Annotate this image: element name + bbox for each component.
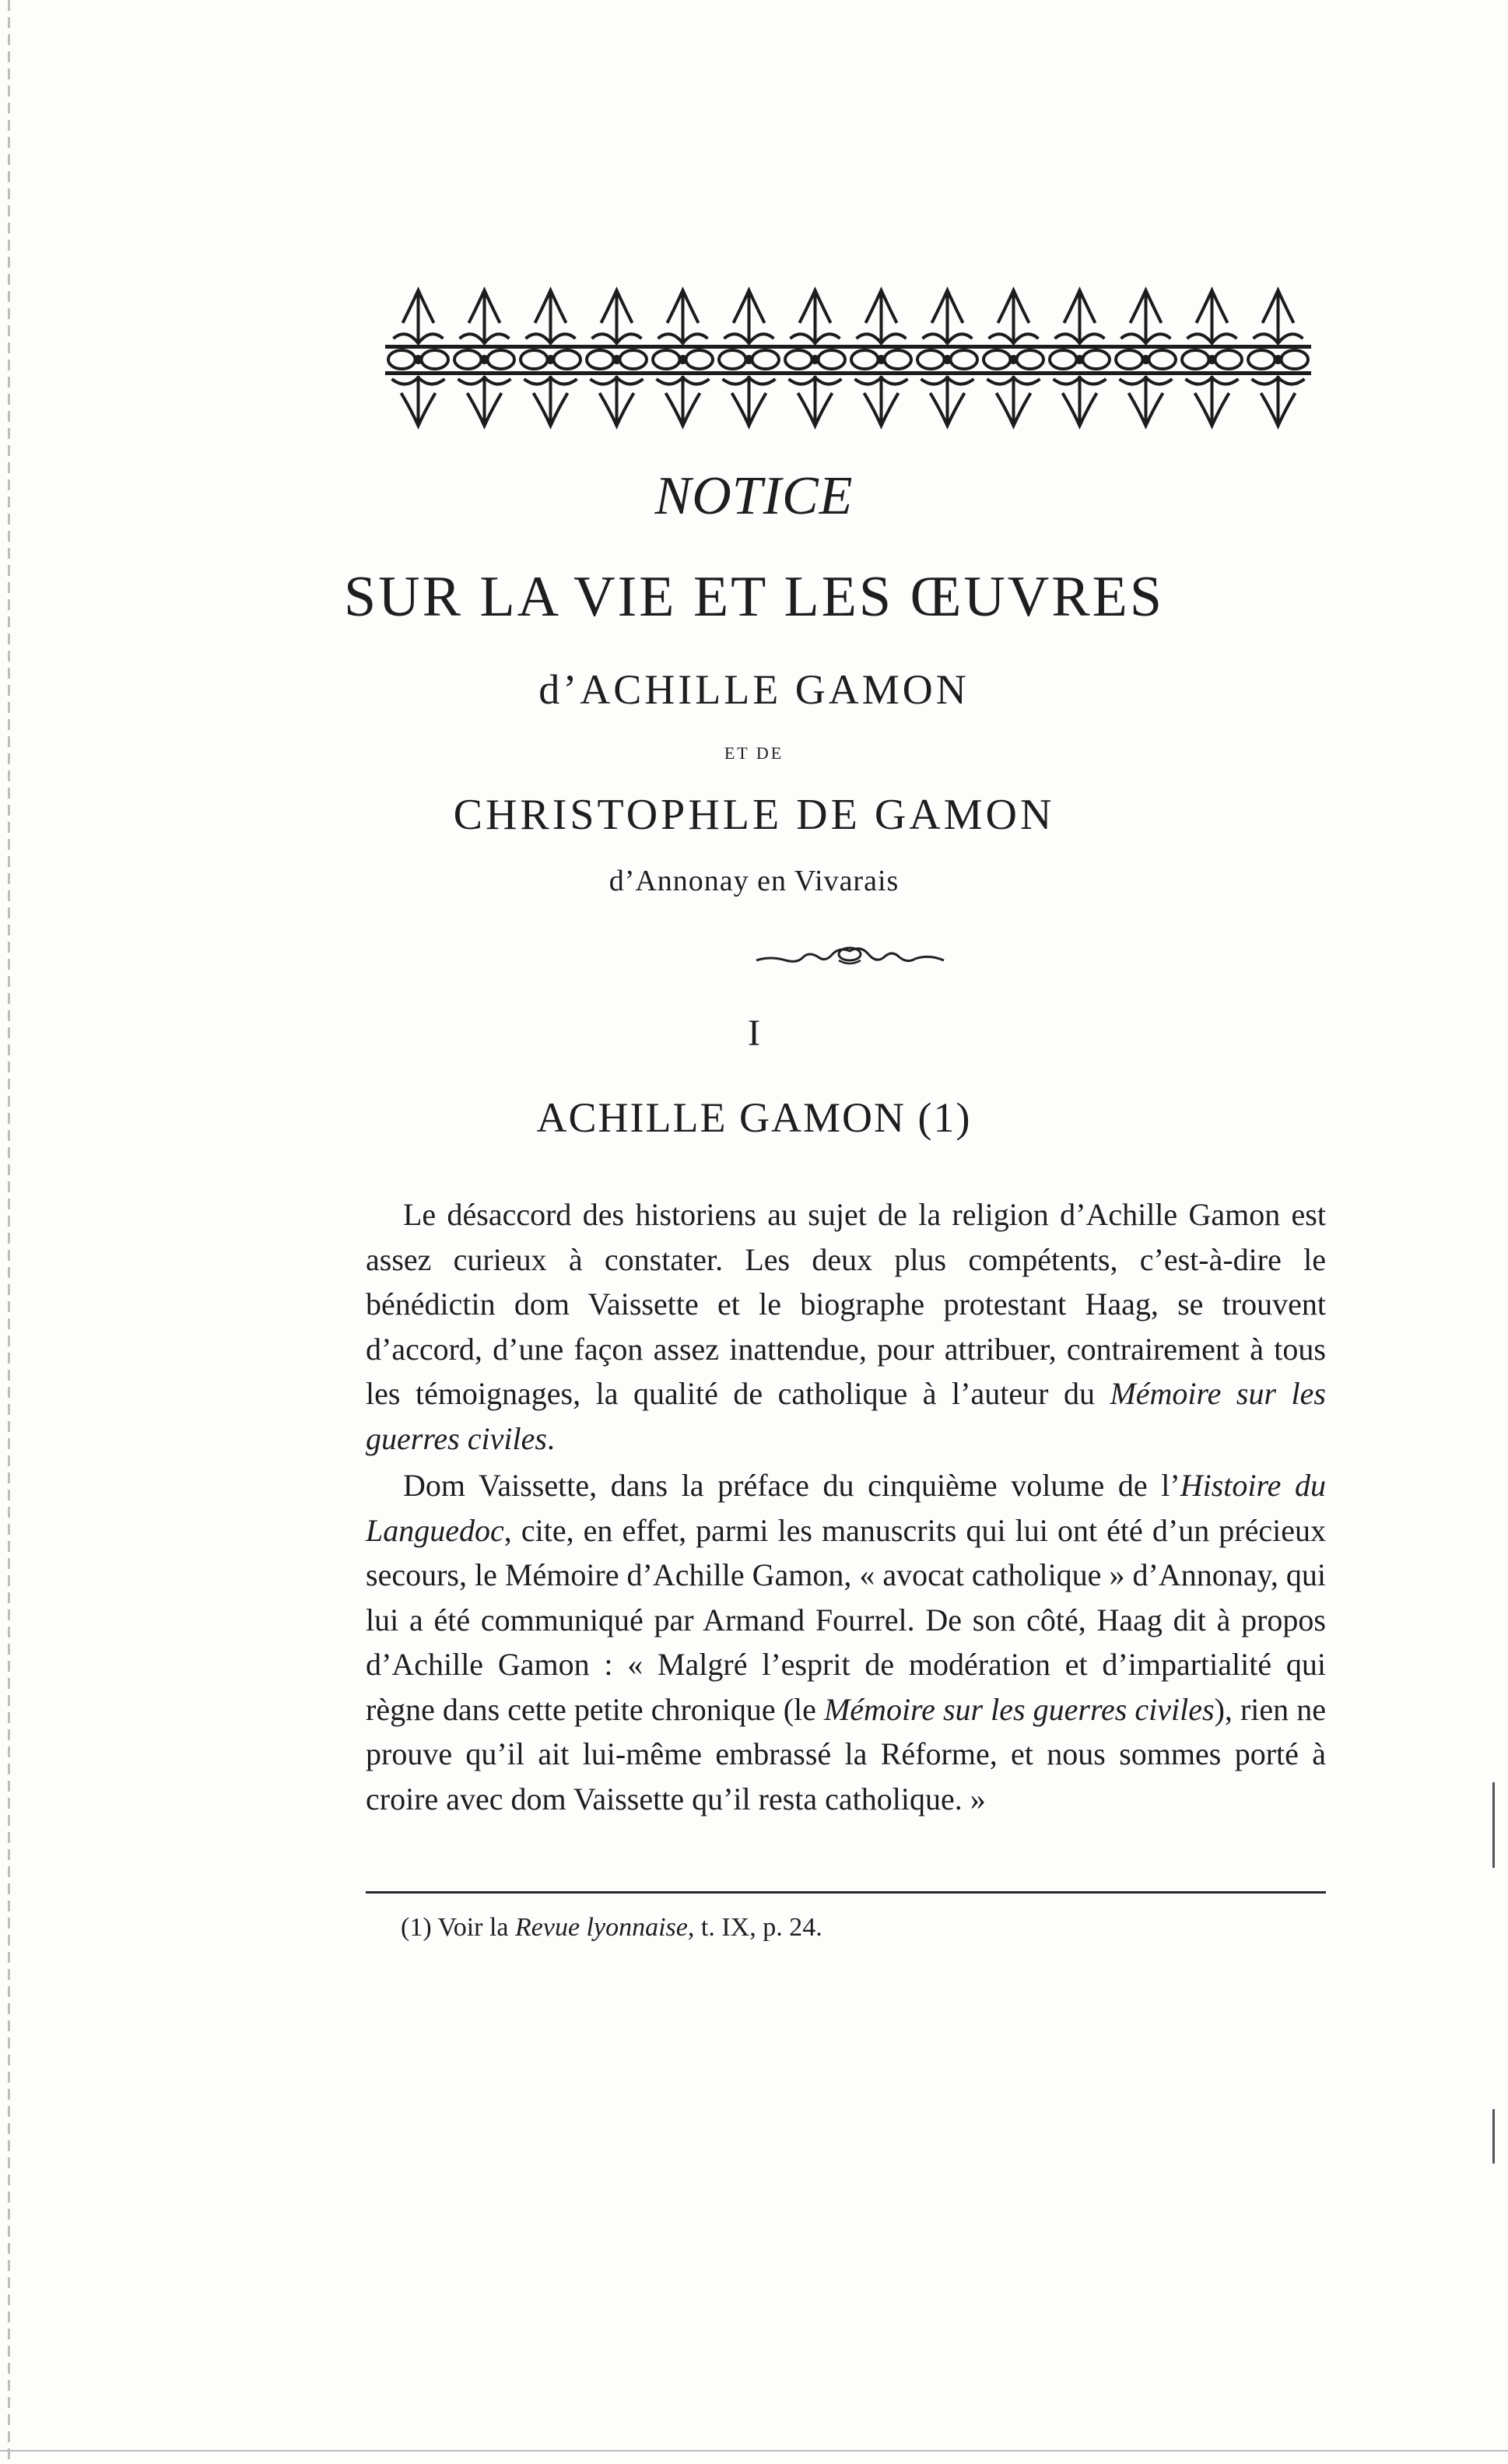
paragraph-1-text-b: .	[546, 1420, 555, 1456]
paragraph-1	[366, 1192, 1326, 1461]
footnote-italic: Revue lyonnaise	[515, 1913, 688, 1942]
paragraph-2-italic-1: Histoire du Languedoc	[366, 1468, 1326, 1548]
paragraph-1-italic: Mémoire sur les guerres civiles	[366, 1376, 1326, 1456]
scan-mark	[1492, 2109, 1495, 2164]
footnote	[401, 1913, 822, 1943]
author-name-2: CHRISTOPHLE DE GAMON	[453, 791, 1055, 839]
footnote-prefix: (1) Voir la	[401, 1913, 516, 1942]
page-edge-scan-mark	[8, 0, 10, 2464]
chapter-number: I	[748, 1013, 760, 1054]
author-name-1: d’ACHILLE GAMON	[538, 666, 970, 713]
page-subtitle: SUR LA VIE ET LES ŒUVRES	[344, 565, 1164, 629]
place-line: d’Annonay en Vivarais	[608, 865, 900, 897]
page-bottom-edge	[0, 2450, 1508, 2452]
fleuron-ornament	[755, 942, 945, 973]
footnote-divider	[366, 1891, 1326, 1894]
paragraph-2-italic-2: Mémoire sur les guerres civiles	[823, 1691, 1215, 1727]
paragraph-2-text-c: ), rien ne prouve qu’il ait lui-même embrassé la Réforme, et nous sommes porté à croire avec dom Vaissette qu’il resta catholique. »	[366, 1691, 1326, 1816]
ornamental-headpiece	[385, 284, 1311, 432]
paragraph-2-text-b: , cite, en effet, parmi les manuscrits qui lui ont été d’un précieux secours, le Mémoire d’Achille Gamon, « avocat catholique » d’Annonay, qui lui a été communiqué par Armand Fourrel. De son côté, Haag dit à propos d’Achille Gamon : « Malgré l’esprit de modération et d’impartialité qui règne dans cette petite chronique (le	[366, 1512, 1326, 1727]
paragraph-2	[366, 1463, 1326, 1821]
title-connector: ET DE	[724, 743, 784, 763]
footnote-suffix: , t. IX, p. 24.	[687, 1913, 822, 1942]
page-title: NOTICE	[654, 466, 854, 526]
paragraph-2-text-a: Dom Vaissette, dans la préface du cinquième volume de l’	[403, 1468, 1180, 1503]
paragraph-1-text-a: Le désaccord des historiens au sujet de la religion d’Achille Gamon est assez curieux à constater. Les deux plus compétents, c’est-à-dire le bénédictin dom Vaissette et le biographe protestant Haag, se trouvent d’accord, d’une façon assez inattendue, pour attribuer, contrairement à tous les témoignages, la qualité de catholique à l’auteur du	[366, 1197, 1326, 1411]
chapter-title: ACHILLE GAMON (1)	[536, 1094, 972, 1141]
scan-mark	[1492, 1782, 1495, 1868]
